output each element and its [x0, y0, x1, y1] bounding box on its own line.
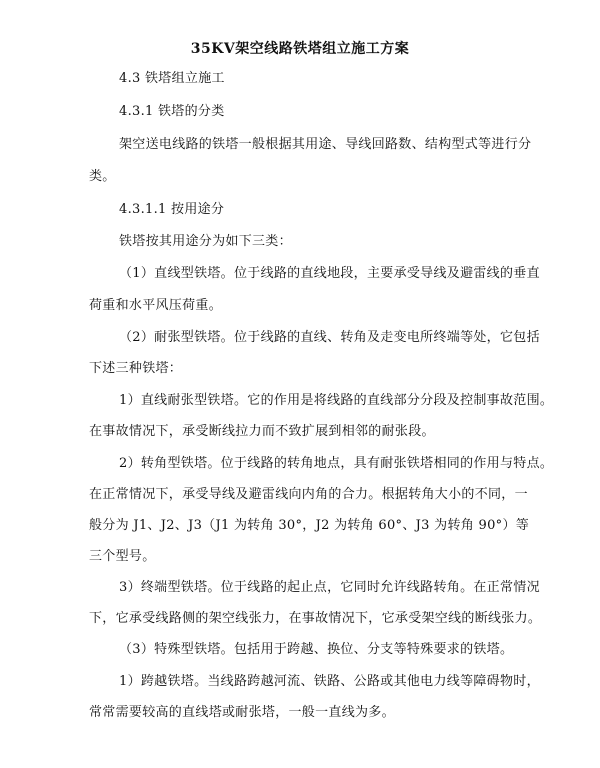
paragraph-line: （3）特殊型铁塔。包括用于跨越、换位、分支等特殊要求的铁塔。 — [119, 642, 514, 657]
paragraph-line: （2）耐张型铁塔。位于线路的直线、转角及走变电所终端等处，它包括 — [119, 330, 540, 345]
paragraph-line: 下述三种铁塔： — [89, 361, 183, 376]
paragraph-line: 类。 — [89, 169, 116, 184]
paragraph-line: 2）转角型铁塔。位于线路的转角地点，具有耐张铁塔相同的作用与特点。 — [119, 456, 554, 471]
paragraph-line: （1）直线型铁塔。位于线路的直线地段，主要承受导线及避雷线的垂直 — [119, 266, 540, 281]
paragraph-line: 在正常情况下，承受导线及避雷线向内角的合力。根据转角大小的不同，一 — [89, 487, 528, 502]
paragraph-line: 3）终端型铁塔。位于线路的起止点，它同时允许线路转角。在正常情况 — [119, 580, 540, 595]
paragraph-line: 1）跨越铁塔。当线路跨越河流、铁路、公路或其他电力线等障碍物时， — [119, 674, 540, 689]
paragraph-line: 荷重和水平风压荷重。 — [89, 298, 223, 313]
paragraph-line: 下，它承受线路侧的架空线张力，在事故情况下，它承受架空线的断线张力。 — [89, 611, 542, 626]
section-heading: 4.3 铁塔组立施工 — [119, 71, 225, 86]
paragraph-line: 1）直线耐张型铁塔。它的作用是将线路的直线部分分段及控制事故范围。 — [119, 393, 554, 408]
paragraph-line: 铁塔按其用途分为如下三类： — [119, 234, 292, 249]
subsection-heading: 4.3.1.1 按用途分 — [119, 202, 225, 217]
paragraph-line: 在事故情况下，承受断线拉力而不致扩展到相邻的耐张段。 — [89, 424, 435, 439]
paragraph-line: 三个型号。 — [89, 549, 156, 564]
paragraph-line: 架空送电线路的铁塔一般根据其用途、导线回路数、结构型式等进行分 — [119, 137, 532, 152]
paragraph-line: 常常需要较高的直线塔或耐张塔，一般一直线为多。 — [89, 705, 395, 720]
document-title: 35KV架空线路铁塔组立施工方案 — [190, 41, 410, 57]
subsection-heading: 4.3.1 铁塔的分类 — [119, 104, 225, 119]
paragraph-line: 般分为 J1、J2、J3（J1 为转角 30°，J2 为转角 60°、J3 为转角 90°）等 — [89, 518, 530, 533]
